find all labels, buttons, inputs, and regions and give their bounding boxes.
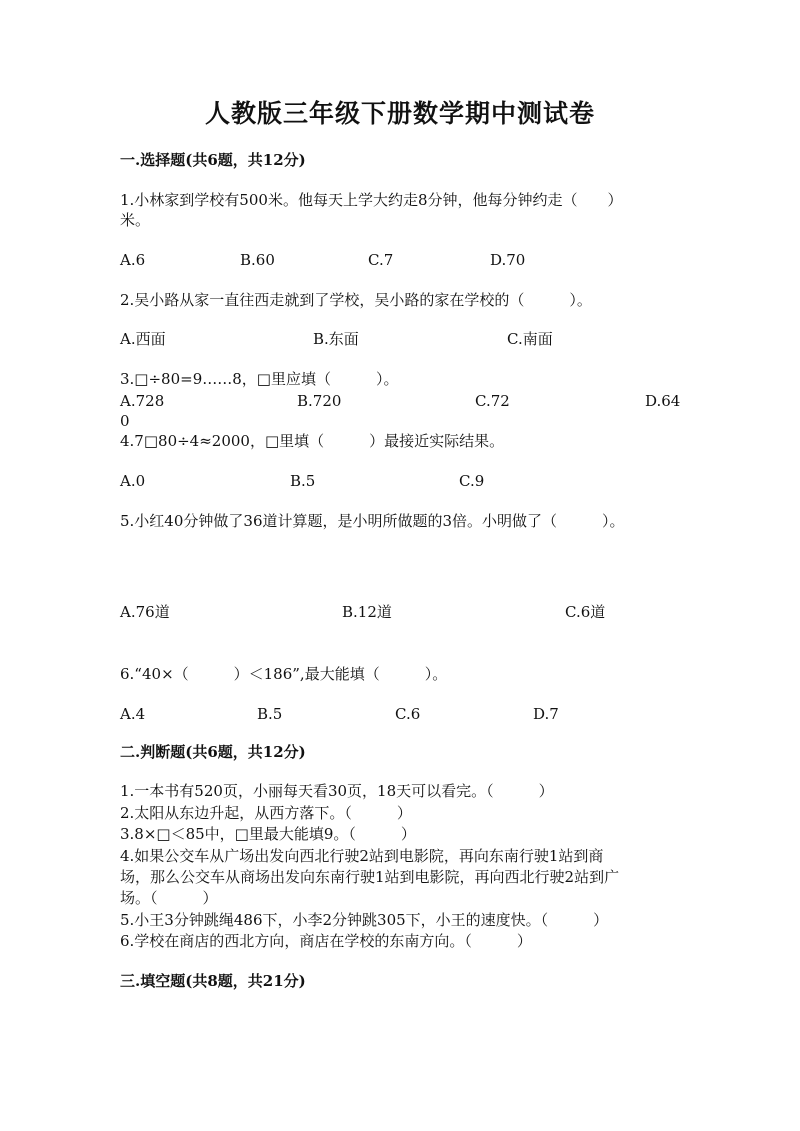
judge-line-7: 5.小王3分钟跳绳486下，小李2分钟跳305下，小王的速度快。（ ） [120, 911, 609, 929]
section-header-fill: 三.填空题(共8题，共21分) [120, 972, 306, 990]
question-2: 2.吴小路从家一直往西走就到了学校，吴小路的家在学校的（ ）。 [120, 291, 592, 309]
question-1-line-2: 米。 [120, 211, 151, 229]
q6-option-b: B.5 [257, 705, 283, 723]
q5-option-b: B.12道 [342, 603, 392, 621]
q1-option-c: C.7 [368, 251, 394, 269]
q2-option-a: A.西面 [120, 330, 166, 348]
q1-option-d: D.70 [490, 251, 526, 269]
q1-option-a: A.6 [120, 251, 146, 269]
question-3: 3.□÷80=9……8，□里应填（ ）。 [120, 370, 399, 388]
q5-option-c: C.6道 [565, 603, 606, 621]
q6-option-d: D.7 [533, 705, 559, 723]
judge-line-8: 6.学校在商店的西北方向，商店在学校的东南方向。（ ） [120, 932, 532, 950]
q4-option-c: C.9 [459, 472, 485, 490]
section-header-judge: 二.判断题(共6题，共12分) [120, 743, 306, 761]
question-4: 4.7□80÷4≈2000，□里填（ ）最接近实际结果。 [120, 432, 505, 450]
q3-option-d: D.64 [645, 392, 681, 410]
q6-option-a: A.4 [120, 705, 146, 723]
section-header-choice: 一.选择题(共6题，共12分) [120, 151, 306, 169]
q3-option-c: C.72 [475, 392, 510, 410]
q1-option-b: B.60 [240, 251, 275, 269]
q4-option-b: B.5 [290, 472, 316, 490]
q3-option-d-overflow: 0 [120, 412, 130, 430]
judge-line-5: 场，那么公交车从商场出发向东南行驶1站到电影院，再向西北行驶2站到广 [120, 868, 620, 886]
page-title: 人教版三年级下册数学期中测试卷 [204, 99, 595, 128]
q2-option-c: C.南面 [507, 330, 553, 348]
q3-option-a: A.728 [120, 392, 165, 410]
judge-line-1: 1.一本书有520页，小丽每天看30页，18天可以看完。（ ） [120, 782, 554, 800]
q4-option-a: A.0 [120, 472, 146, 490]
q2-option-b: B.东面 [313, 330, 359, 348]
judge-line-4: 4.如果公交车从广场出发向西北行驶2站到电影院，再向东南行驶1站到商 [120, 847, 604, 865]
judge-line-2: 2.太阳从东边升起，从西方落下。（ ） [120, 804, 412, 822]
question-6: 6.“40×（ ）＜186”,最大能填（ ）。 [120, 665, 448, 683]
judge-line-3: 3.8×□＜85中，□里最大能填9。（ ） [120, 825, 416, 843]
question-5: 5.小红40分钟做了36道计算题，是小明所做题的3倍。小明做了（ ）。 [120, 512, 625, 530]
q5-option-a: A.76道 [120, 603, 170, 621]
q6-option-c: C.6 [395, 705, 421, 723]
judge-line-6: 场。（ ） [120, 889, 218, 907]
question-1-line-1: 1.小林家到学校有500米。他每天上学大约走8分钟，他每分钟约走（ ） [120, 191, 623, 209]
q3-option-b: B.720 [297, 392, 342, 410]
